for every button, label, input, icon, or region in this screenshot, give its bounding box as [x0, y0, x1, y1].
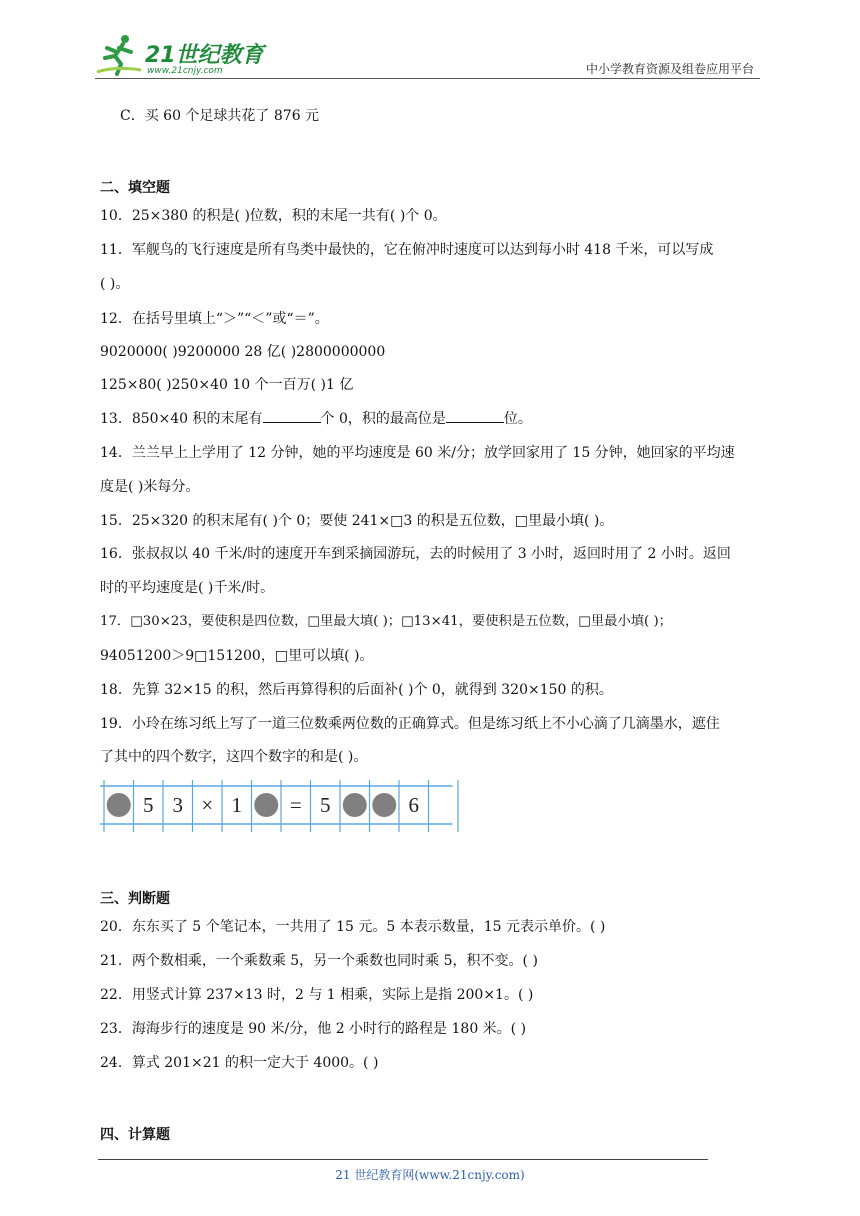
equation-symbol: 3	[172, 793, 183, 817]
answer-blank	[446, 410, 504, 423]
equation-symbol: 1	[231, 793, 242, 817]
page-header	[95, 30, 760, 80]
question-14-line2: 度是( )米每分。	[100, 479, 200, 495]
ink-blot-equation-figure	[100, 780, 466, 832]
footer-divider	[98, 1159, 708, 1160]
question-13-part3: 位。	[503, 411, 532, 427]
platform-name: 中小学教育资源及组卷应用平台	[585, 62, 754, 76]
ink-blot-icon	[343, 793, 367, 817]
question-20: 20．东东买了 5 个笔记本，一共用了 15 元。5 本表示数量，15 元表示单价。( )	[100, 919, 606, 935]
equation-symbol: ×	[201, 793, 214, 817]
equation-symbol: =	[289, 793, 302, 817]
header-divider	[95, 78, 760, 79]
question-12-row2: 125×80( )250×40 10 个一百万( )1 亿	[100, 377, 354, 393]
question-14-line1: 14．兰兰早上上学用了 12 分钟，她的平均速度是 60 米/分；放学回家用了 15 分钟，她回家的平均速	[100, 445, 735, 461]
question-13	[100, 410, 532, 428]
option-c: C．买 60 个足球共花了 876 元	[120, 108, 320, 124]
question-16-line1: 16．张叔叔以 40 千米/时的速度开车到采摘园游玩，去的时候用了 3 小时，返回时用了 2 小时。返回	[100, 546, 731, 562]
question-10: 10．25×380 的积是( )位数，积的末尾一共有( )个 0。	[100, 208, 447, 224]
logo	[95, 32, 275, 78]
runner-logo-icon	[95, 32, 145, 78]
ink-blot-icon	[372, 793, 396, 817]
question-19-line2: 了其中的四个数字，这四个数字的和是( )。	[100, 749, 368, 765]
question-16-line2: 时的平均速度是( )千米/时。	[100, 580, 275, 596]
ink-blot-icon	[107, 793, 131, 817]
section-calculation-title: 四、计算题	[100, 1127, 170, 1143]
section-fill-in-title: 二、填空题	[100, 180, 170, 196]
question-15: 15．25×320 的积末尾有( )个 0；要使 241×□3 的积是五位数，□里最小填( )。	[100, 513, 614, 529]
equation-symbol: 6	[408, 793, 419, 817]
question-18: 18．先算 32×15 的积，然后再算得积的后面补( )个 0，就得到 320×150 的积。	[100, 682, 613, 698]
question-17-line1: 17．□30×23，要使积是四位数，□里最大填( )；□13×41，要使积是五位数，□里最小填( )；	[100, 614, 672, 629]
question-13-part1: 13．850×40 积的末尾有	[100, 411, 263, 427]
question-23: 23．海海步行的速度是 90 米/分，他 2 小时行的路程是 180 米。( )	[100, 1021, 527, 1037]
question-11-line2: ( )。	[100, 276, 130, 292]
question-12: 12．在括号里填上“＞”“＜”或“＝”。	[100, 311, 329, 327]
logo-text: 21世纪教育	[145, 43, 264, 68]
question-12-row1: 9020000( )9200000 28 亿( )2800000000	[100, 344, 386, 360]
logo-url: www.21cnjy.com	[147, 66, 223, 76]
question-13-part2: 个 0，积的最高位是	[320, 411, 446, 427]
equation-symbol: 5	[143, 793, 154, 817]
section-judgement-title: 三、判断题	[100, 891, 170, 907]
question-11-line1: 11．军舰鸟的飞行速度是所有鸟类中最快的，它在俯冲时速度可以达到每小时 418 千米，可以写成	[100, 242, 714, 258]
question-19-line1: 19．小玲在练习纸上写了一道三位数乘两位数的正确算式。但是练习纸上不小心滴了几滴墨水，遮住	[100, 716, 720, 732]
answer-blank	[263, 410, 321, 423]
question-22: 22．用竖式计算 237×13 时，2 与 1 相乘，实际上是指 200×1。( )	[100, 987, 534, 1003]
grid-paper-figure	[100, 780, 466, 832]
footer-text: 21 世纪教育网(www.21cnjy.com)	[335, 1168, 525, 1182]
question-17-line2: 94051200＞9□151200，□里可以填( )。	[100, 648, 374, 664]
question-21: 21．两个数相乘，一个乘数乘 5，另一个乘数也同时乘 5，积不变。( )	[100, 953, 538, 969]
question-24: 24．算式 201×21 的积一定大于 4000。( )	[100, 1055, 379, 1071]
ink-blot-icon	[254, 793, 278, 817]
equation-symbol: 5	[320, 793, 331, 817]
